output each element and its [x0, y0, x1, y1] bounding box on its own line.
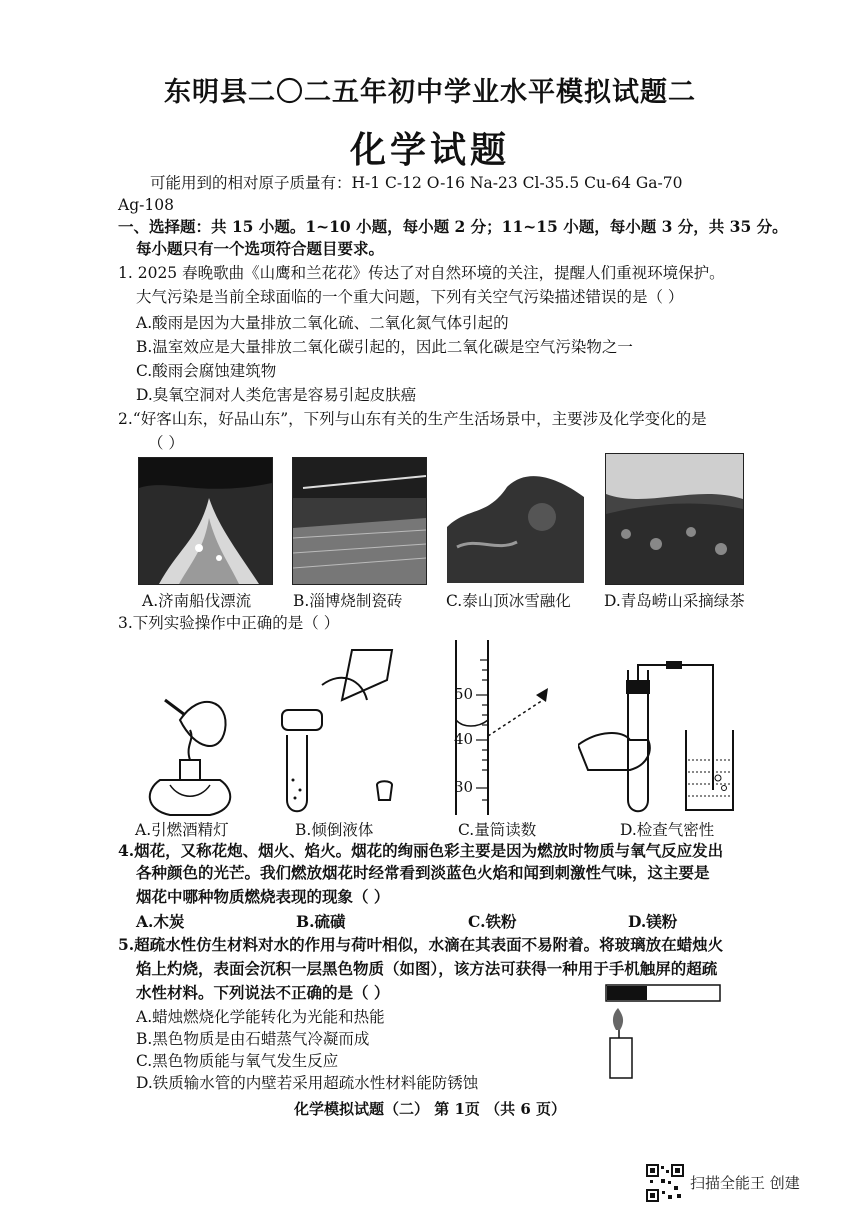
q5-stem-line2: 焰上灼烧，表面会沉积一层黑色物质（如图），该方法可获得一种用于手机触屏的超疏 [136, 959, 718, 978]
alcohol-lamp-figure [140, 660, 240, 820]
scanner-watermark: 扫描全能王 创建 [690, 1174, 800, 1192]
q4-stem-line2: 各种颜色的光芒。我们燃放烟花时经常看到淡蓝色火焰和闻到刺激性气味，这主要是 [136, 863, 710, 882]
q5-option-c: C.黑色物质能与氧气发生反应 [136, 1052, 339, 1070]
page-footer: 化学模拟试题（二） 第 1页 （共 6 页） [294, 1100, 566, 1118]
q2-option-a: A.济南船伐漂流 [142, 592, 252, 610]
q4-option-c: C.铁粉 [468, 912, 517, 931]
atomic-masses-line2: Ag-108 [118, 196, 174, 214]
q5-stem-line1: 5.超疏水性仿生材料对水的作用与荷叶相似，水滴在其表面不易附着。将玻璃放在蜡烛火 [118, 935, 724, 954]
qr-code-icon [646, 1164, 684, 1202]
q3-option-c: C.量筒读数 [458, 821, 537, 839]
photo-taishan-snow [447, 457, 584, 583]
q3-option-a: A.引燃酒精灯 [135, 821, 229, 839]
section-heading-line1: 一、选择题：共 15 小题。1~10 小题，每小题 2 分；11~15 小题，每小题 3 分，共 35 分。 [118, 217, 788, 236]
photo-tea-picking [605, 453, 744, 585]
pour-liquid-figure [262, 640, 412, 820]
q4-stem-line1: 4.烟花，又称花炮、烟火、焰火。烟花的绚丽色彩主要是因为燃放时物质与氧气反应发出 [118, 841, 724, 860]
q2-option-b: B.淄博烧制瓷砖 [293, 592, 403, 610]
q4-option-d: D.镁粉 [628, 912, 678, 931]
photo-kiln-tiles [292, 457, 427, 585]
q1-option-b: B.温室效应是大量排放二氧化碳引起的，因此二氧化碳是空气污染物之一 [136, 338, 633, 356]
q5-option-a: A.蜡烛燃烧化学能转化为光能和热能 [136, 1008, 385, 1026]
subject-title: 化学试题 [349, 129, 510, 171]
q2-stem-line1: 2.“好客山东，好品山东”，下列与山东有关的生产生活场景中，主要涉及化学变化的是 [118, 410, 707, 428]
q4-option-a: A.木炭 [136, 912, 185, 931]
q1-option-c: C.酸雨会腐蚀建筑物 [136, 362, 277, 380]
cylinder-tick-30: 30 [454, 778, 474, 796]
q1-option-d: D.臭氧空洞对人类危害是容易引起皮肤癌 [136, 386, 417, 404]
q3-option-d: D.检查气密性 [620, 821, 715, 839]
atomic-masses-line1: 可能用到的相对原子质量有：H-1 C-12 O-16 Na-23 Cl-35.5 Cu-64 Ga-70 [150, 174, 683, 192]
q1-stem-line1: 1. 2025 春晚歌曲《山鹰和兰花花》传达了对自然环境的关注，提醒人们重视环境保护。 [118, 264, 725, 282]
q2-option-d: D.青岛崂山采摘绿茶 [604, 592, 745, 610]
candle-glass-figure [604, 980, 724, 1080]
q2-stem-line2: （ ） [148, 434, 184, 452]
q5-option-b: B.黑色物质是由石蜡蒸气冷凝而成 [136, 1030, 370, 1048]
q4-option-b: B.硫磺 [296, 912, 346, 931]
cylinder-tick-50: 50 [454, 685, 474, 703]
q5-stem-line3: 水性材料。下列说法不正确的是（ ） [136, 983, 390, 1002]
q3-option-b: B.倾倒液体 [295, 821, 374, 839]
section-heading-line2: 每小题只有一个选项符合题目要求。 [136, 239, 385, 258]
cylinder-tick-40: 40 [454, 730, 474, 748]
q2-option-c: C.泰山顶冰雪融化 [446, 592, 571, 610]
q3-stem: 3.下列实验操作中正确的是（ ） [118, 614, 340, 632]
airtight-check-figure [578, 660, 738, 820]
photo-rafting [138, 457, 273, 585]
q1-stem-line2: 大气污染是当前全球面临的一个重大问题，下列有关空气污染描述错误的是（ ） [136, 288, 684, 306]
q4-stem-line3: 烟花中哪种物质燃烧表现的现象（ ） [136, 887, 390, 906]
exam-title: 东明县二〇二五年初中学业水平模拟试题二 [164, 77, 696, 108]
q1-option-a: A.酸雨是因为大量排放二氧化硫、二氧化氮气体引起的 [136, 314, 509, 332]
q5-option-d: D.铁质输水管的内壁若采用超疏水性材料能防锈蚀 [136, 1074, 479, 1092]
